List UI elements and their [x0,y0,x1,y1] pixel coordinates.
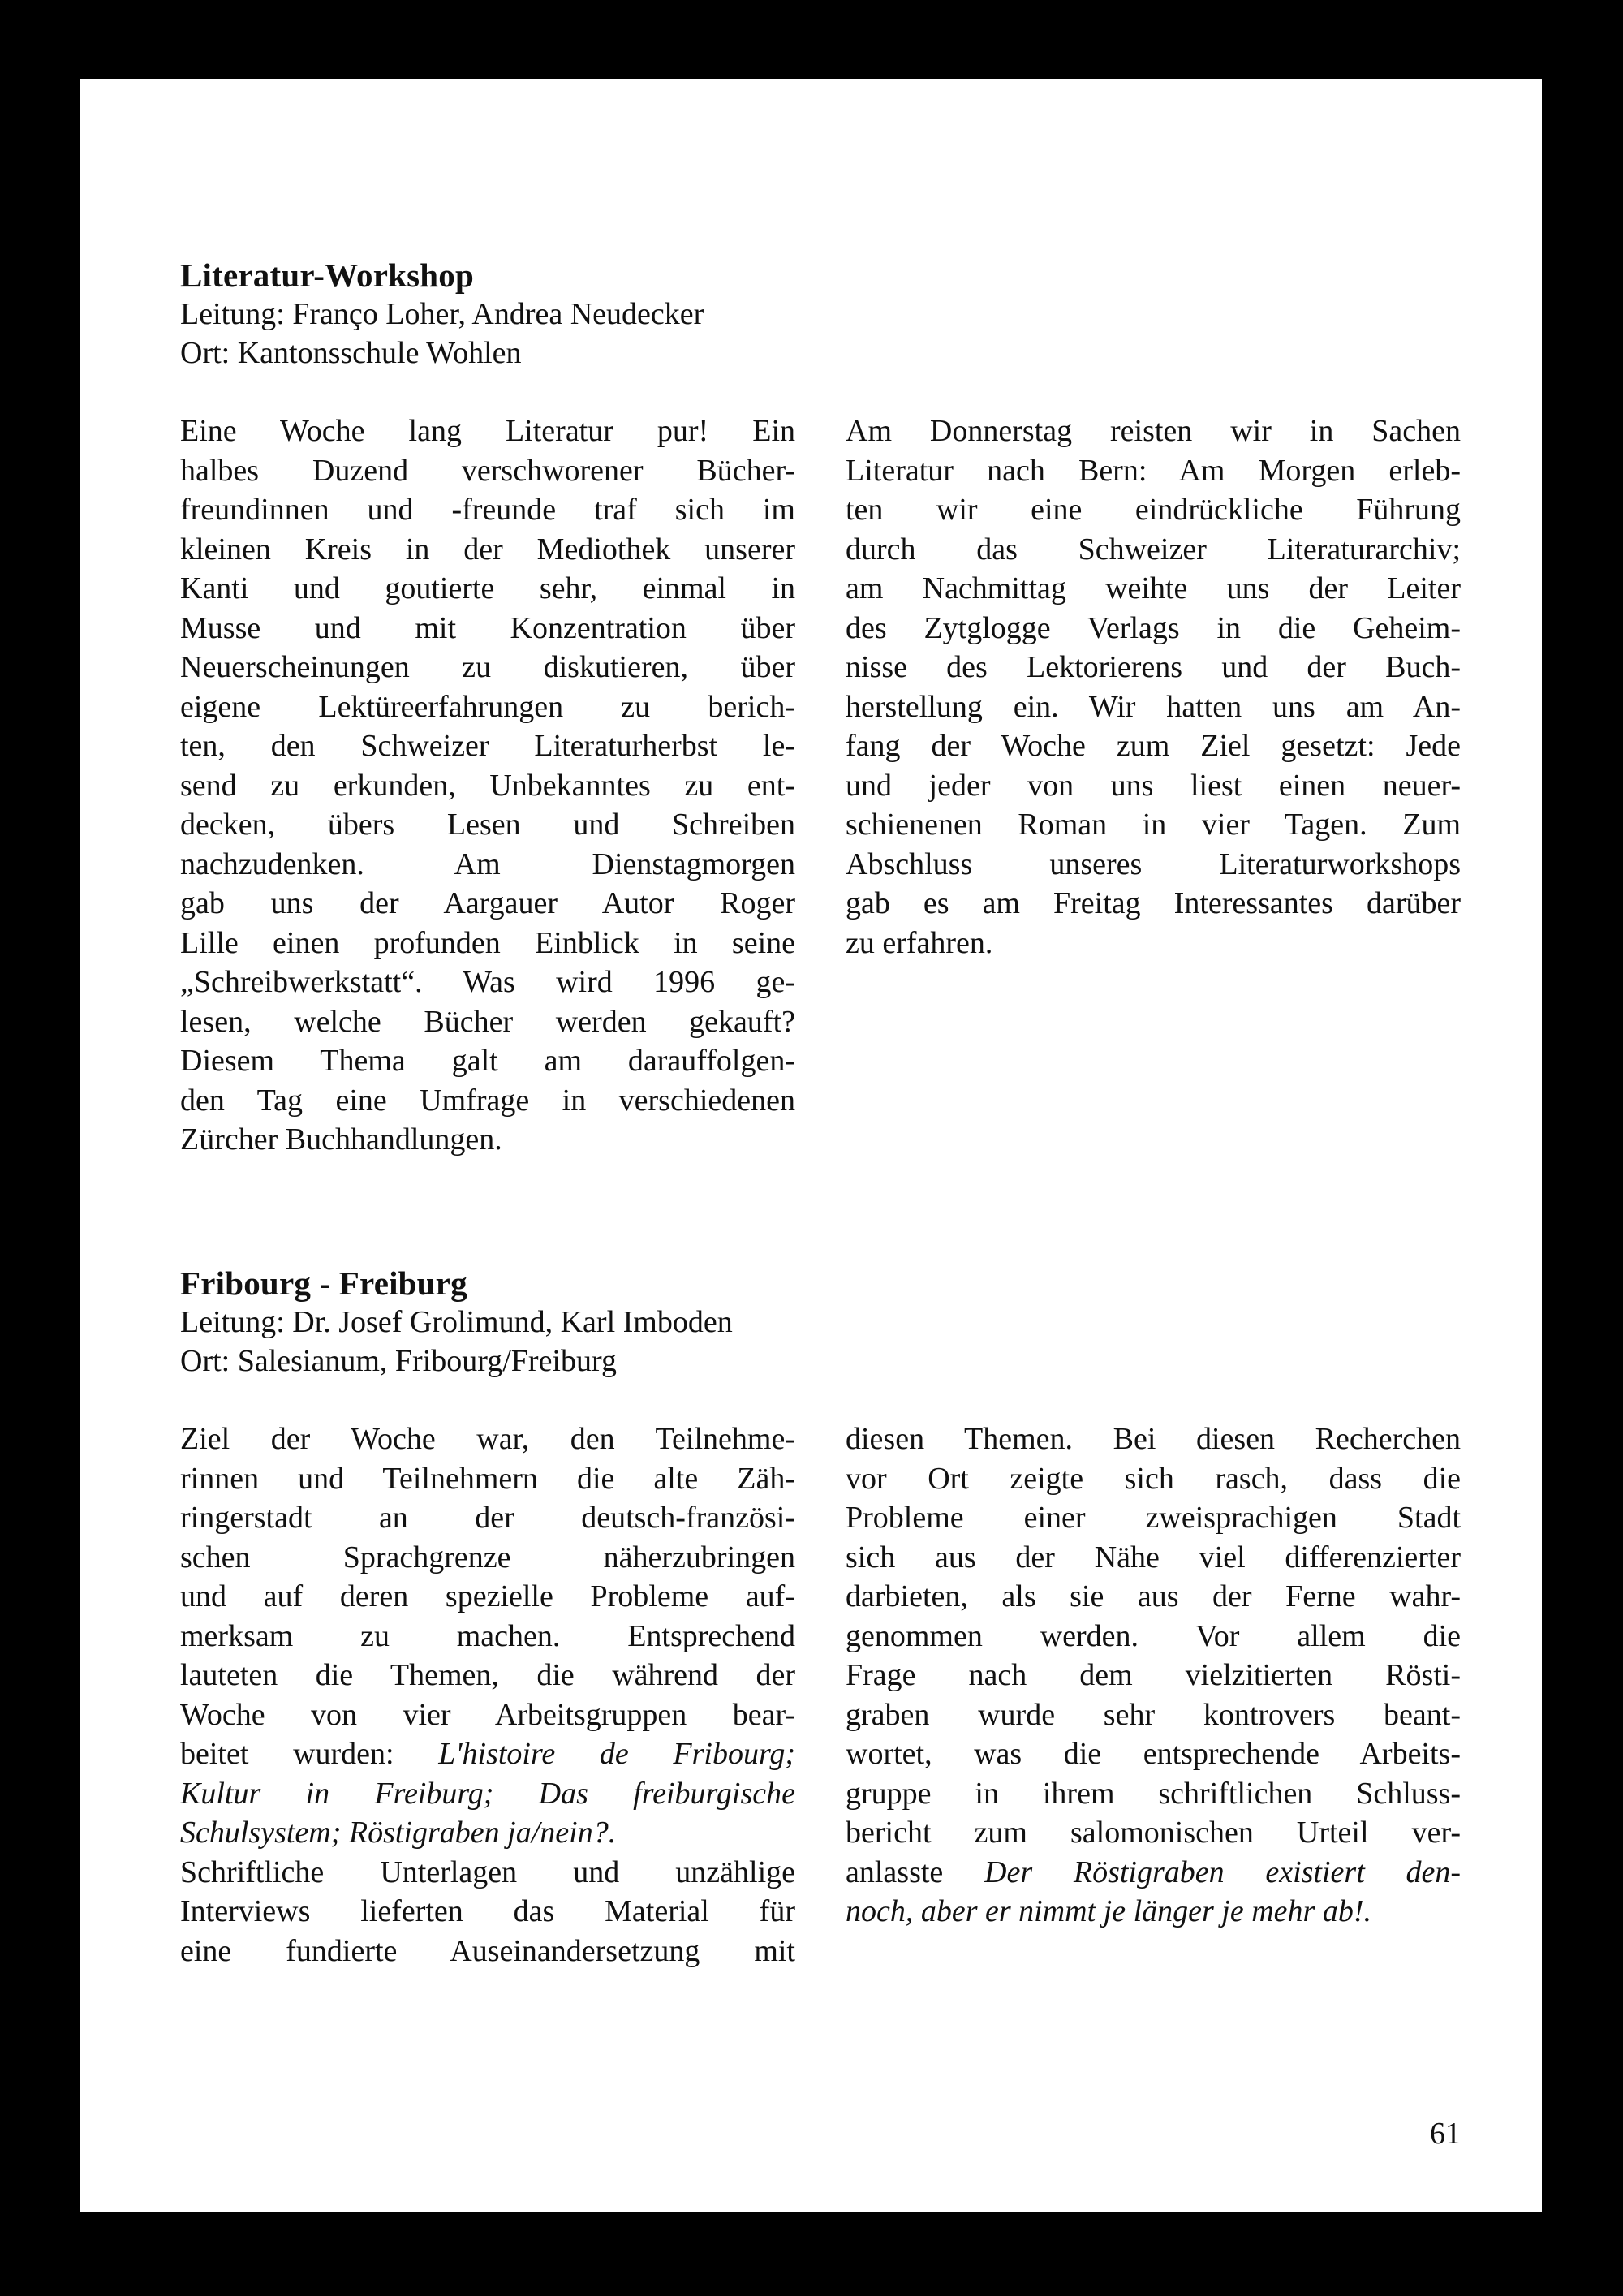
italic-topic: L'histoire de Fribourg; [438,1737,795,1771]
text-line: bericht zum salomonischen Urteil ver- [846,1816,1461,1850]
text-line: gruppe in ihrem schriftlichen Schluss- [846,1776,1461,1811]
section-literatur-workshop [180,256,1543,1157]
italic-quote: Der Röstigraben existiert den- [984,1854,1462,1889]
text-line: Lille einen profunden Einblick in seine [180,925,795,960]
text-line: gab uns der Aargauer Autor Roger [180,886,795,920]
text-line: Musse und mit Konzentration über [180,610,795,645]
text-line: am Nachmittag weihte uns der Leiter [846,571,1461,605]
text-line: eine fundierte Auseinandersetzung mit [180,1933,795,1968]
text-line: schienenen Roman in vier Tagen. Zum [846,808,1461,842]
text-line: Zürcher Buchhandlungen. [180,1122,502,1157]
text-line: Literatur nach Bern: Am Morgen erleb- [846,453,1461,488]
text-line: nisse des Lektorierens und der Buch- [846,650,1461,684]
text-line: schen Sprachgrenze näherzubringen [180,1540,795,1574]
section-title: Literatur-Workshop [180,256,474,294]
text-line: Probleme einer zweisprachigen Stadt [846,1501,1461,1535]
text-line: sich aus der Nähe viel differenzierter [846,1540,1461,1574]
text-line: „Schreibwerkstatt“. Was wird 1996 ge- [180,965,795,999]
two-column-body [180,411,1543,1157]
leitung-line: Leitung: Dr. Josef Grolimund, Karl Imboden [180,1305,733,1339]
text-line: Eine Woche lang Literatur pur! Ein [180,414,795,448]
text-line: lesen, welche Bücher werden gekauft? [180,1004,795,1039]
text-line: Diesem Thema galt am darauffolgen- [180,1044,795,1078]
ort-line: Ort: Salesianum, Fribourg/Freiburg [180,1344,617,1378]
page-number: 61 [1430,2117,1461,2151]
text-line: Neuerscheinungen zu diskutieren, über [180,650,795,684]
text-line [846,1853,1461,1893]
text-line: Interviews lieferten das Material für [180,1894,795,1928]
text-line: Am Donnerstag reisten wir in Sachen [846,414,1461,448]
text-line: den Tag eine Umfrage in verschiedenen [180,1083,795,1118]
text-line: ten, den Schweizer Literaturherbst le- [180,729,795,763]
section-title: Fribourg - Freiburg [180,1264,467,1302]
text-line: wortet, was die entsprechende Arbeits- [846,1737,1461,1771]
leitung-line: Leitung: Franço Loher, Andrea Neudecker [180,297,704,331]
text-line: und auf deren spezielle Probleme auf- [180,1579,795,1613]
text-line: Abschluss unseres Literaturworkshops [846,846,1461,881]
text-line: Woche von vier Arbeitsgruppen bear- [180,1697,795,1732]
right-column [846,1419,1461,1932]
text-line: Schriftliche Unterlagen und unzählige [180,1854,795,1889]
text-line: durch das Schweizer Literaturarchiv; [846,532,1461,566]
left-column [180,1419,795,1971]
text-line: graben wurde sehr kontrovers beant- [846,1697,1461,1732]
text-line: Ziel der Woche war, den Teilnehme- [180,1422,795,1456]
text-line: send zu erkunden, Unbekanntes zu ent- [180,768,795,803]
text-line: diesen Themen. Bei diesen Recherchen [846,1422,1461,1456]
text-line: Frage nach dem vielzitierten Rösti- [846,1658,1461,1692]
section-fribourg-freiburg [180,1264,1543,2150]
text-line: fang der Woche zum Ziel gesetzt: Jede [846,729,1461,763]
text-line: darbieten, als sie aus der Ferne wahr- [846,1579,1461,1613]
left-column [180,411,795,1160]
text-line: Kanti und goutierte sehr, einmal in [180,571,795,605]
text-line: gab es am Freitag Interessantes darüber [846,886,1461,920]
document-page [80,79,1542,2212]
text-line: freundinnen und -freunde traf sich im [180,493,795,527]
text-line: eigene Lektüreerfahrungen zu berich- [180,689,795,724]
text-line: ringerstadt an der deutsch-französi- [180,1501,795,1535]
text-line: zu erfahren. [846,925,993,960]
italic-text-line: Schulsystem; Röstigraben ja/nein?. [180,1816,617,1850]
text-line: genommen werden. Vor allem die [846,1618,1461,1653]
text-line [180,1734,795,1774]
text-line: vor Ort zeigte sich rasch, dass die [846,1461,1461,1496]
ort-line: Ort: Kantonsschule Wohlen [180,336,522,370]
text-line: rinnen und Teilnehmern die alte Zäh- [180,1461,795,1496]
text-line: lauteten die Themen, die während der [180,1658,795,1692]
text-line: merksam zu machen. Entsprechend [180,1618,795,1653]
text-line: des Zytglogge Verlags in die Geheim- [846,610,1461,645]
text-line: halbes Duzend verschworener Bücher- [180,453,795,488]
two-column-body [180,1419,1543,2150]
text-line: ten wir eine eindrückliche Führung [846,493,1461,527]
text-run: anlasste [846,1854,985,1889]
text-line: herstellung ein. Wir hatten uns am An- [846,689,1461,724]
text-line: kleinen Kreis in der Mediothek unserer [180,532,795,566]
text-run: beitet wurden: [180,1737,439,1771]
text-line: und jeder von uns liest einen neuer- [846,768,1461,803]
text-line: decken, übers Lesen und Schreiben [180,808,795,842]
italic-text-line: noch, aber er nimmt je länger je mehr ab!. [846,1894,1371,1928]
right-column [846,411,1461,963]
text-line: nachzudenken. Am Dienstagmorgen [180,846,795,881]
italic-text-line: Kultur in Freiburg; Das freiburgische [180,1776,795,1811]
